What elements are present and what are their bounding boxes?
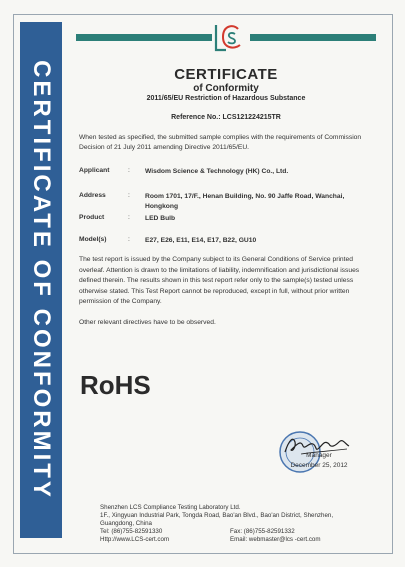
intro-text: When tested as specified, the submitted sample complies with the requirements of Commission Decision of 21 July 2011 amending Directive 2011/65/EU. (79, 134, 362, 151)
field-value: Wisdom Science & Technology (HK) Co., Ltd. (145, 168, 289, 175)
field-colon: : (128, 236, 130, 243)
reference-number (76, 114, 376, 121)
field-colon: : (128, 214, 130, 221)
reference-label: Reference No.: (171, 114, 221, 121)
signer-role: Manager (306, 452, 332, 459)
certificate-subtitle: of Conformity (193, 83, 259, 94)
lab-name: Shenzhen LCS Compliance Testing Laboratory Ltd. (100, 504, 241, 511)
field-colon: : (128, 192, 130, 199)
field-value: E27, E26, E11, E14, E17, B22, GU10 (145, 237, 257, 244)
field-label: Address (79, 192, 106, 199)
lab-website-link[interactable]: Http://www.LCS-cert.com (100, 536, 170, 543)
reference-value: LCS121224215TR (222, 114, 281, 121)
header-rule-right (250, 34, 376, 41)
field-label: Applicant (79, 167, 110, 174)
field-label: Product (79, 214, 105, 221)
terms-paragraph: The test report is issued by the Company subject to its General Conditions of Service printed overleaf. Attention is drawn to the limitations of liability, indemnification and jurisdictional issues defined therein. The results shown in this test report refer only to the sample(s) tested unless otherwise stated. This Test Report cannot be reproduced, except in full, without prior written permission of the Company. (79, 256, 360, 306)
certificate-title: CERTIFICATE (174, 66, 278, 83)
rohs-mark: RoHS (80, 370, 151, 400)
vertical-title-band (20, 22, 62, 538)
field-value: Room 1701, 17/F., Henan Building, No. 90 Jaffe Road, Wanchai, Hongkong (145, 193, 345, 210)
field-value: LED Bulb (145, 215, 176, 222)
issue-date: December 25, 2012 (290, 462, 348, 469)
field-label: Model(s) (79, 236, 107, 243)
lab-email-link[interactable]: Email: webmaster@lcs -cert.com (230, 536, 321, 543)
lab-fax: Fax: (86)755-82591332 (230, 528, 295, 535)
lab-address-line2: Guangdong, China (100, 520, 152, 527)
lab-address-line1: 1F., Xingyuan Industrial Park, Tongda Road, Bao'an Blvd., Bao'an District, Shenzhen, (100, 512, 334, 519)
lcs-logo-icon (210, 23, 246, 52)
vertical-title-text: CERTIFICATE OF CONFORMITY (28, 60, 55, 500)
header-rule-left (76, 34, 212, 41)
field-colon: : (128, 167, 130, 174)
lab-telephone: Tel: (86)755-82591330 (100, 528, 163, 535)
directive-line: 2011/65/EU Restriction of Hazardous Substance (146, 95, 306, 102)
other-directives-note: Other relevant directives have to be observed. (79, 319, 216, 326)
